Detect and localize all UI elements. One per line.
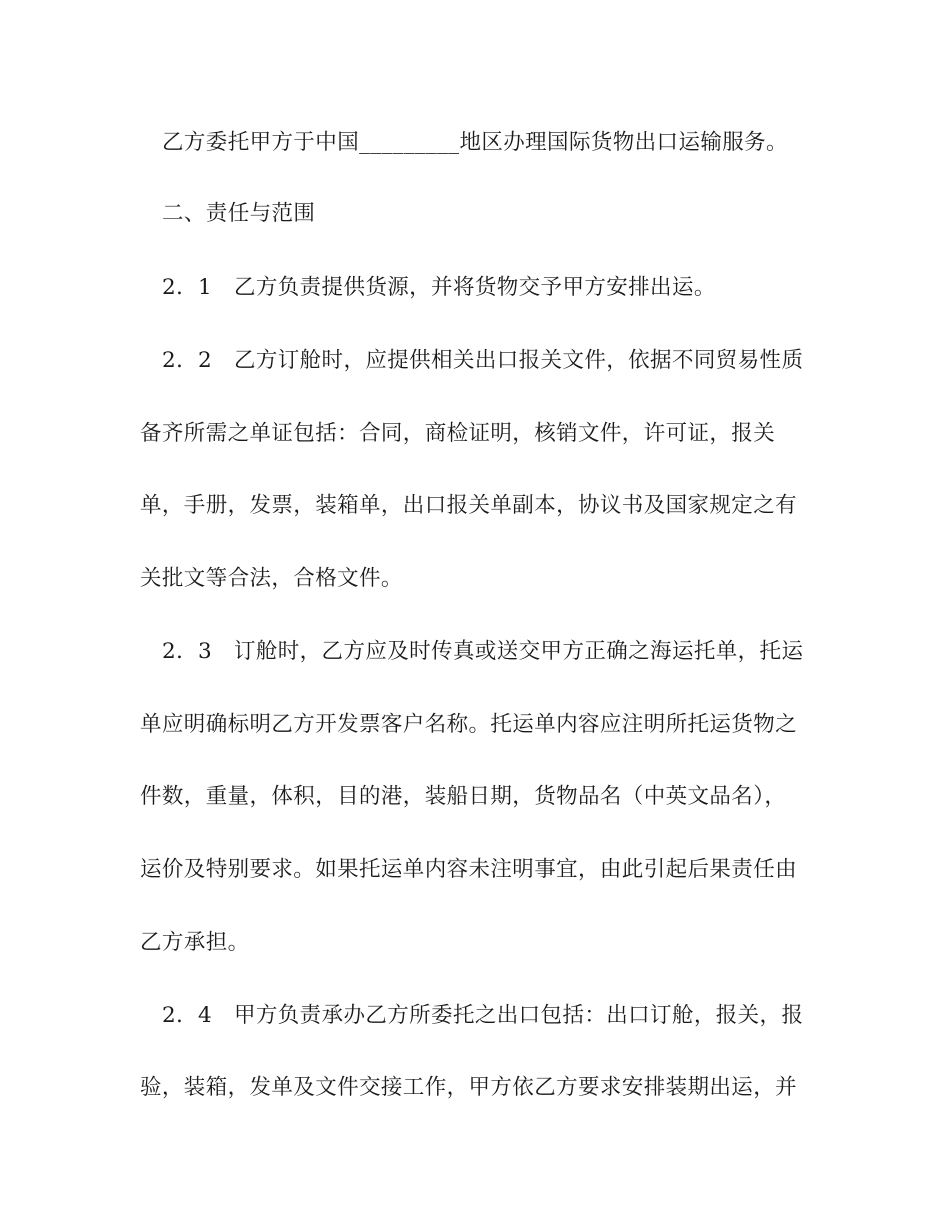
paragraph-line: 2．1 乙方负责提供货源，并将货物交予甲方安排出运。 <box>162 275 716 300</box>
paragraph-line: 2．2 乙方订舱时，应提供相关出口报关文件，依据不同贸易性质 <box>162 348 804 373</box>
paragraph-line: 运价及特别要求。如果托运单内容未注明事宜，由此引起后果责任由 <box>140 857 798 882</box>
paragraph-line: 乙方委托甲方于中国_________地区办理国际货物出口运输服务。 <box>162 130 788 155</box>
paragraph-line: 关批文等合法，合格文件。 <box>140 566 403 591</box>
paragraph-line: 件数，重量，体积，目的港，装船日期，货物品名（中英文品名）， <box>140 784 787 809</box>
paragraph-line: 单，手册，发票，装箱单，出口报关单副本，协议书及国家规定之有 <box>140 493 798 518</box>
paragraph-line: 乙方承担。 <box>140 930 250 955</box>
paragraph-line: 2．3 订舱时，乙方应及时传真或送交甲方正确之海运托单，托运 <box>162 639 804 664</box>
paragraph-line: 2．4 甲方负责承办乙方所委托之出口包括：出口订舱，报关，报 <box>162 1003 804 1028</box>
section-heading: 二、责任与范围 <box>162 201 316 226</box>
paragraph-line: 备齐所需之单证包括：合同，商检证明，核销文件，许可证，报关 <box>140 421 776 446</box>
paragraph-line: 验，装箱，发单及文件交接工作，甲方依乙方要求安排装期出运，并 <box>140 1075 798 1100</box>
paragraph-line: 单应明确标明乙方开发票客户名称。托运单内容应注明所托运货物之 <box>140 712 798 737</box>
